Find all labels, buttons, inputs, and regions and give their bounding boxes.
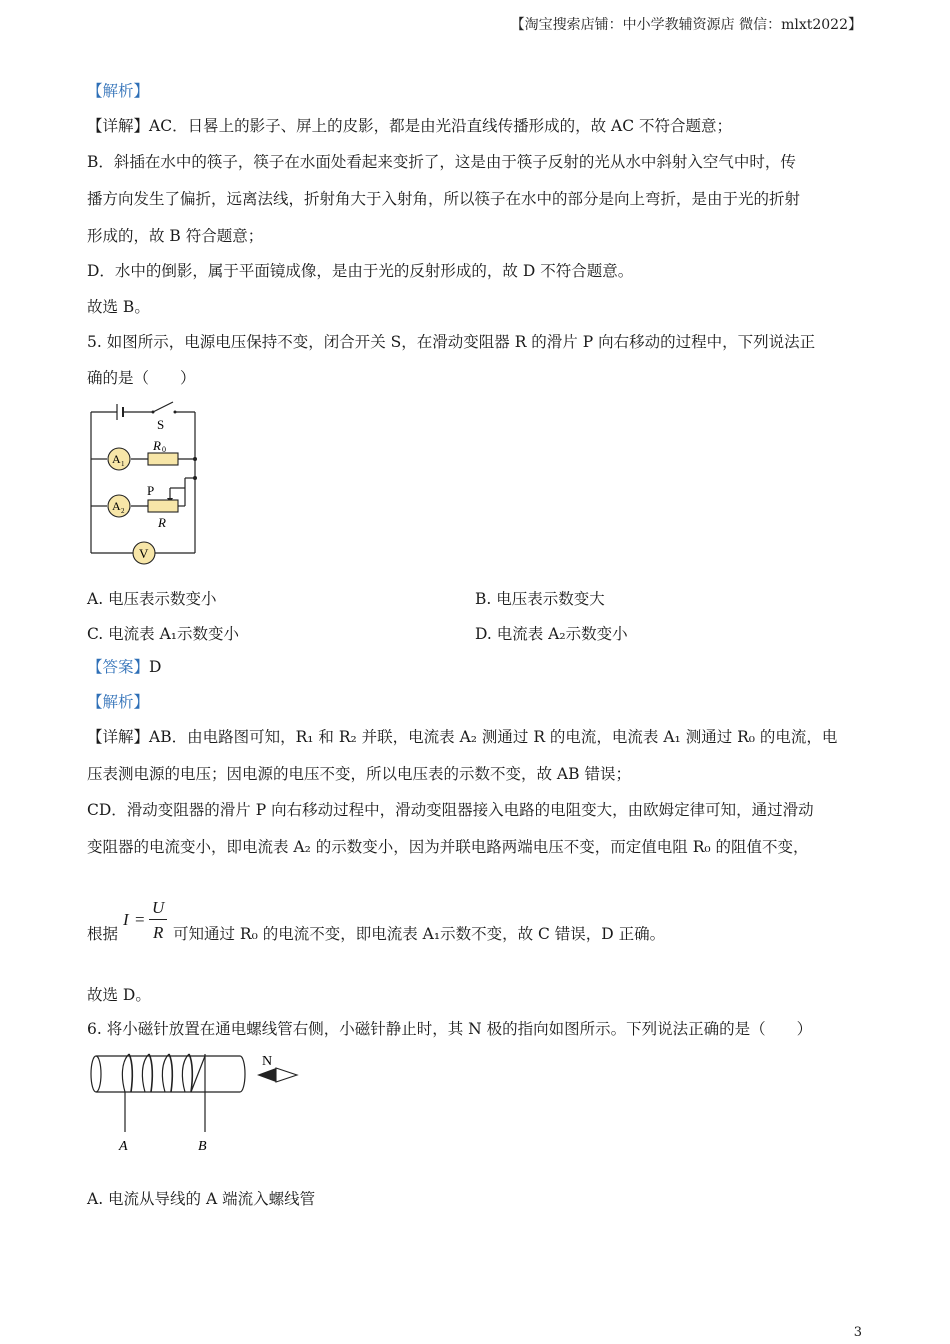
q5-detail-line-4: 变阻器的电流变小，即电流表 A₂ 的示数变小，因为并联电路两端电压不变，而定值电阻 R₀ 的阻值不变， [87,838,809,856]
q5-detail-line-2: 压表测电源的电压；因电源的电压不变，所以电压表的示数不变，故 AB 错误； [87,765,631,783]
q4-analysis-tag: 【解析】 [87,82,150,100]
a1-label: A [112,452,121,466]
slider-label: P [147,483,155,498]
page-header: 【淘宝搜索店铺：中小学教辅资源店 微信：mlxt2022】 [510,17,862,33]
q5-detail-line-1: 【详解】AB．由电路图可知，R₁ 和 R₂ 并联，电流表 A₂ 测通过 R 的电流，电流表 A₁ 测通过 R₀ 的电流，电 [87,728,838,746]
terminal-a-label: A [119,1139,128,1154]
q5-formula-post: 可知通过 R₀ 的电流不变，即电流表 A₁示数不变，故 C 错误，D 正确。 [173,925,666,943]
q5-detail-line-3: CD．滑动变阻器的滑片 P 向右移动过程中，滑动变阻器接入电路的电阻变大，由欧姆定律可知，通过滑动 [87,801,814,819]
rheostat-r [148,500,178,512]
q4-detail-tag: 【详解】 [87,117,150,135]
svg-text:0: 0 [162,445,166,454]
page-number: 3 [853,1325,862,1340]
q6-stem: 6. 将小磁针放置在通电螺线管右侧，小磁针静止时，其 N 极的指向如图所示。下列说法正确的是（ ） [87,1020,813,1038]
q5-answer-line [87,657,161,677]
q6-solenoid-diagram [85,1048,305,1158]
voltmeter-label: V [139,546,149,561]
q5-formula-pre: 根据 [87,925,119,943]
q5-option-b: B. 电压表示数变大 [475,590,605,608]
q6-option-a: A. 电流从导线的 A 端流入螺线管 [87,1190,316,1208]
q5-option-d: D. 电流表 A₂示数变小 [475,625,628,643]
needle-n-pole [257,1068,276,1082]
q5-circuit-diagram [85,395,210,570]
terminal-b-label: B [198,1139,207,1154]
q4-detail-line-1: 【详解】AC．日晷上的影子、屏上的皮影，都是由光沿直线传播形成的，故 AC 不符合题意； [87,117,732,135]
q4-line-4: 形成的，故 B 符合题意； [87,227,264,245]
q5-conclusion: 故选 D。 [87,986,151,1004]
q5-option-a: A. 电压表示数变小 [87,590,217,608]
q4-line-5: D．水中的倒影，属于平面镜成像，是由于光的反射形成的，故 D 不符合题意。 [87,262,634,280]
rheostat-label: R [158,515,166,530]
q5-option-c: C. 电流表 A₁示数变小 [87,625,239,643]
q5-stem-line-1: 5. 如图所示，电源电压保持不变，闭合开关 S，在滑动变阻器 R 的滑片 P 向右移动的过程中，下列说法正 [87,333,816,351]
q4-line-2: B．斜插在水中的筷子，筷子在水面处看起来变折了，这是由于筷子反射的光从水中斜射入空气中时，传 [87,153,796,171]
q5-detail-tag: 【详解】 [87,728,150,746]
svg-text:1: 1 [121,460,125,468]
q5-analysis-tag: 【解析】 [87,693,150,711]
switch-label: S [157,417,165,432]
a2-label: A [112,499,121,513]
resistor-r0 [148,453,178,465]
svg-text:2: 2 [121,507,125,515]
q4-line-3: 播方向发生了偏折，远离法线，折射角大于入射角，所以筷子在水中的部分是向上弯折，是由于光的折射 [87,190,801,208]
north-label: N [262,1054,273,1069]
needle-s-pole [276,1068,297,1082]
q5-answer: D [149,658,162,676]
q5-answer-tag: 【答案】 [87,658,150,676]
q5-stem-line-2: 确的是（ ） [87,369,196,387]
r0-label: R [153,438,161,453]
q4-conclusion: 故选 B。 [87,298,150,316]
